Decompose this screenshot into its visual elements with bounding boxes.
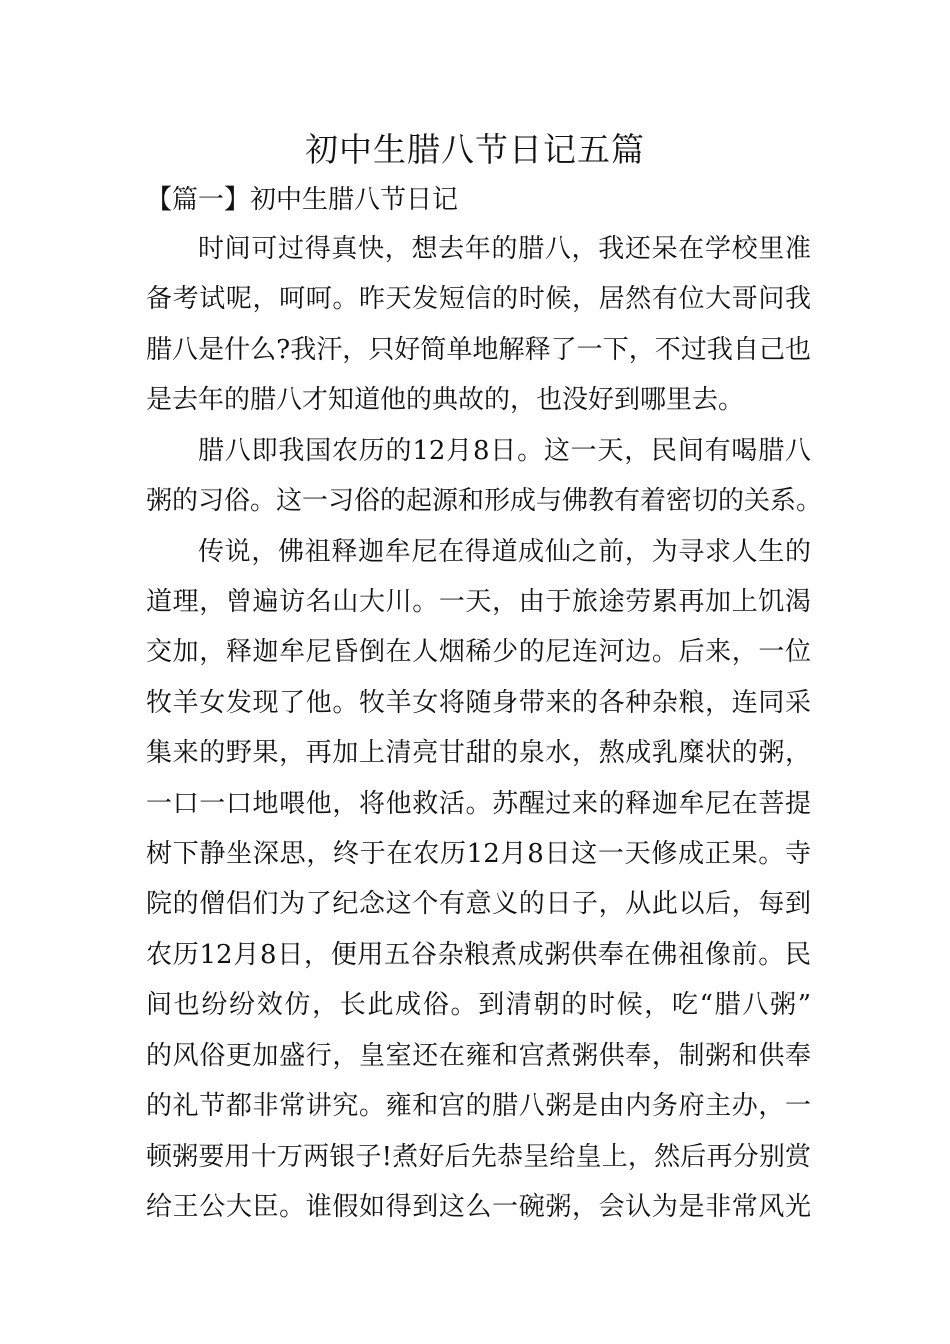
paragraph-line: 给王公大臣。谁假如得到这么一碗粥，会认为是非常风光 xyxy=(146,1192,811,1222)
paragraph-line: 院的僧侣们为了纪念这个有意义的日子，从此以后，每到 xyxy=(146,889,811,919)
paragraph-line: 粥的习俗。这一习俗的起源和形成与佛教有着密切的关系。 xyxy=(146,486,823,516)
paragraph-line: 腊八即我国农历的12月8日。这一天，民间有喝腊八 xyxy=(198,436,811,466)
paragraph-line: 腊八是什么?我汗，只好简单地解释了一下，不过我自己也 xyxy=(146,335,811,365)
paragraph-line: 的礼节都非常讲究。雍和宫的腊八粥是由内务府主办，一 xyxy=(146,1091,811,1121)
paragraph-line: 的风俗更加盛行，皇室还在雍和宫煮粥供奉，制粥和供奉 xyxy=(146,1041,811,1071)
paragraph-line: 农历12月8日，便用五谷杂粮煮成粥供奉在佛祖像前。民 xyxy=(146,940,811,970)
paragraph-line: 道理，曾遍访名山大川。一天，由于旅途劳累再加上饥渴 xyxy=(146,587,811,617)
paragraph-line: 牧羊女发现了他。牧羊女将随身带来的各种杂粮，连同采 xyxy=(146,688,811,718)
section-heading: 【篇一】初中生腊八节日记 xyxy=(146,185,459,215)
paragraph-line: 传说，佛祖释迦牟尼在得道成仙之前，为寻求人生的 xyxy=(198,537,811,567)
paragraph-line: 是去年的腊八才知道他的典故的，也没好到哪里去。 xyxy=(146,385,745,415)
paragraph-line: 备考试呢，呵呵。昨天发短信的时候，居然有位大哥问我 xyxy=(146,284,811,314)
paragraph-line: 时间可过得真快，想去年的腊八，我还呆在学校里准 xyxy=(198,234,811,264)
paragraph-line: 交加，释迦牟尼昏倒在人烟稀少的尼连河边。后来，一位 xyxy=(146,637,811,667)
paragraph-line: 集来的野果，再加上清亮甘甜的泉水，熬成乳糜状的粥， xyxy=(146,738,811,768)
paragraph-line: 间也纷纷效仿，长此成俗。到清朝的时候，吃“腊八粥” xyxy=(146,990,811,1020)
paragraph-line: 一口一口地喂他，将他救活。苏醒过来的释迦牟尼在菩提 xyxy=(146,789,811,819)
paragraph-line: 顿粥要用十万两银子!煮好后先恭呈给皇上，然后再分别赏 xyxy=(146,1142,811,1172)
paragraph-line: 树下静坐深思，终于在农历12月8日这一天修成正果。寺 xyxy=(146,839,811,869)
document-title: 初中生腊八节日记五篇 xyxy=(305,130,645,169)
